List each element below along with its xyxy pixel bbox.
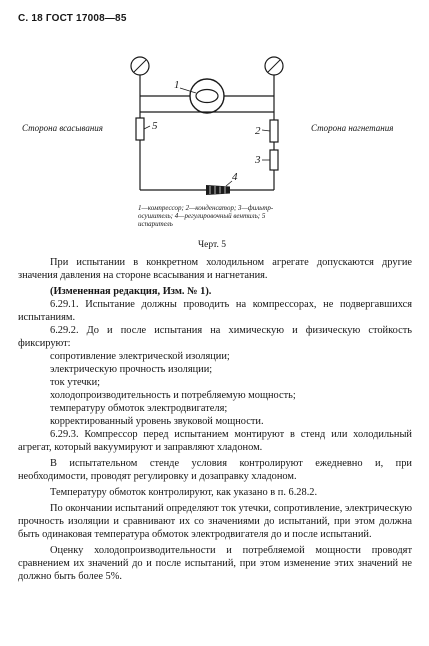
paragraph: Температуру обмоток контролируют, как указано в п. 6.28.2. [50,487,318,498]
label-regulating-valve: 4 [232,171,238,183]
amendment-note: (Измененная редакция, Изм. № 1). [50,286,212,297]
condenser-icon [270,120,278,142]
list-item: электрическую прочность изоляции; [50,364,213,375]
list-item: ток утечки; [50,377,101,388]
page-header: С. 18 ГОСТ 17008—85 [18,13,127,24]
paragraph: 6.29.2. До и после испытания на химическую и физическую стойкость фиксируют: [18,325,412,349]
paragraph: 6.29.3. Компрессор перед испытанием монтируют в стенд или холодильный агрегат, который вакуумируют и заправляют хладоном. [18,429,412,453]
figure-caption: Черт. 5 [198,240,226,250]
list-item: сопротивление электрической изоляции; [50,351,230,362]
list-item: холодопроизводительность и потребляемую мощность; [50,390,296,401]
compressor-icon [190,79,224,113]
label-condenser: 2 [255,125,261,137]
paragraph: При испытании в конкретном холодильном агрегате допускаются другие значения давления на стороне всасывания и нагнетания. [18,257,412,281]
evaporator-icon [136,118,144,140]
label-filter-drier: 3 [255,154,261,166]
discharge-side-label: Сторона нагнетания [311,123,394,133]
paragraph: 6.29.1. Испытание должны проводить на компрессорах, не подвергавшихся испытаниям. [18,299,412,323]
paragraph: Оценку холодопроизводительности и потребляемой мощности проводят сравнением их значений до и после испытаний, при этом изменение этих значений не должно быть более 5%. [18,545,412,582]
list-item: температуру обмоток электродвигателя; [50,403,228,414]
label-compressor: 1 [174,79,180,91]
filter-drier-icon [270,150,278,170]
figure-legend: 1—компрессор; 2—конденсатор; 3—фильтр-осушитель; 4—регулировочный вентиль; 5 испаритель [138,204,274,228]
label-evaporator: 5 [152,120,158,132]
document-body [18,256,412,583]
suction-side-label: Сторона всасывания [22,123,103,133]
regulating-valve-icon [206,185,230,195]
list-item: корректированный уровень звуковой мощности. [50,416,264,427]
paragraph: В испытательном стенде условия контролируют ежедневно и, при необходимости, проводят регулировку и дозаправку хладоном. [18,458,412,482]
paragraph: По окончании испытаний определяют ток утечки, сопротивление, электрическую прочность изоляции и сравнивают их со значениями до испытаний, при этом должна быть одинаковая температура обмоток электродвигателя до и после испытаний. [18,503,412,540]
